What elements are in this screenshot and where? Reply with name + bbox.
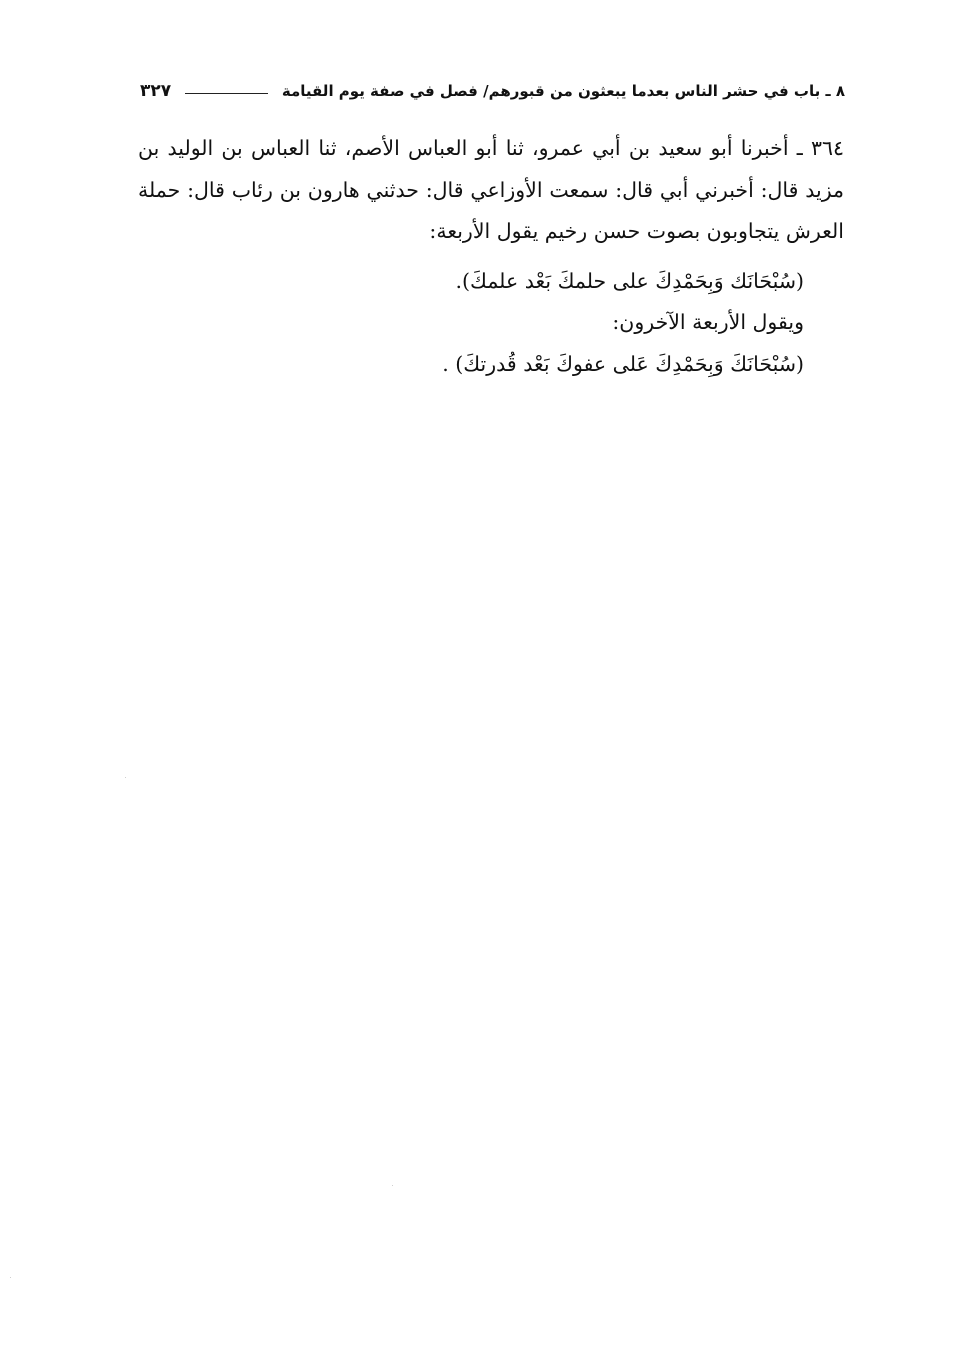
scan-speck [392,1185,393,1186]
body-text [138,128,844,385]
scan-speck [10,1277,11,1278]
header-rule [185,93,268,94]
narration-line: ويقول الأربعة الآخرون: [612,310,804,334]
praise-line-1: (سُبْحَانَك وَبِحَمْدِكَ على حلمكَ بَعْد علمكَ). [455,268,804,293]
page-number: ٣٢٧ [140,81,172,101]
scan-speck [125,777,126,778]
chapter-title: ٨ ـ باب في حشر الناس بعدما يبعثون من قبورهم/ فصل في صفة يوم القيامة [281,82,845,100]
praise-line-2: (سُبْحَانَكَ وَبِحَمْدِكَ عَلى عفوكَ بَعْد قُدرتكَ) . [442,351,804,376]
running-header [140,76,845,106]
hadith-paragraph: ٣٦٤ ـ أخبرنا أبو سعيد بن أبي عمرو، ثنا أبو العباس الأصم، ثنا العباس بن الوليد بن مزيد قال: أخبرني أبي قال: سمعت الأوزاعي قال: حدثني هارون بن رئاب قال: حملة العرش يتجاوبون بصوت حسن رخيم يقول الأربعة: [138,136,844,243]
